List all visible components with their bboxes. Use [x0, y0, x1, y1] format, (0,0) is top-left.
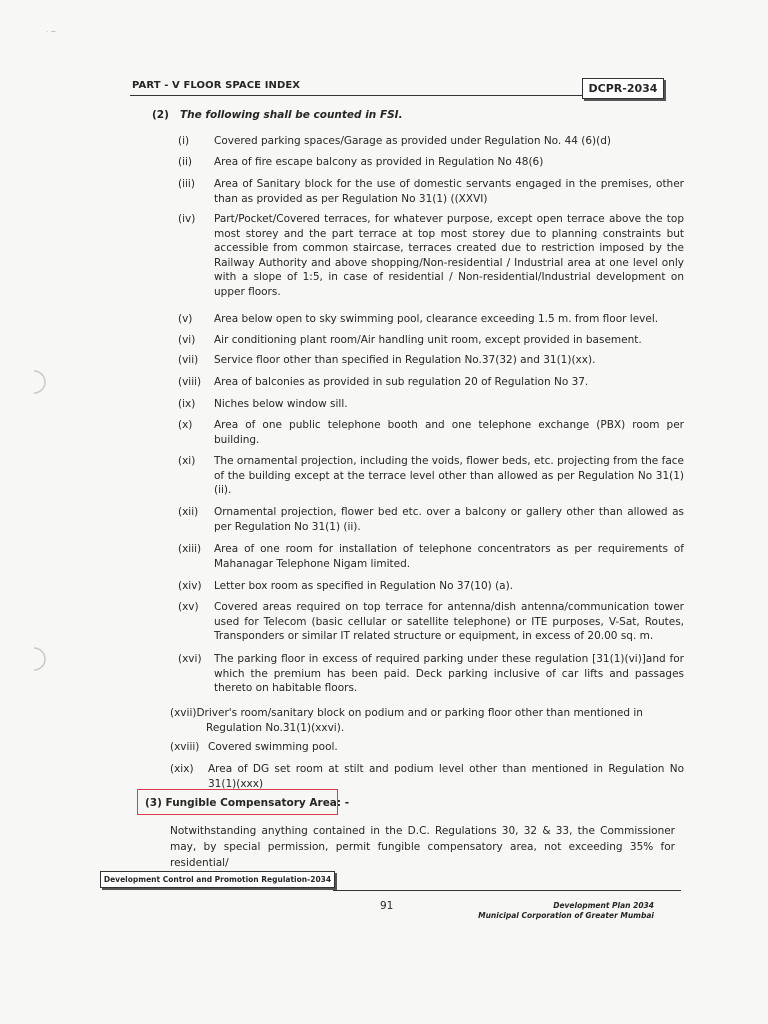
list-item — [178, 312, 684, 327]
section-heading: The following shall be counted in FSI. — [180, 109, 403, 121]
list-item — [178, 579, 684, 594]
item-text: Area of one room for installation of telephone concentrators as per requirements of Mahanagar Telephone Nigam limited. — [214, 543, 684, 570]
item-number: (xvii) — [170, 707, 197, 719]
item-text: The ornamental projection, including the voids, flower beds, etc. projecting from the face of the building except at the terrace level other than allowed as per Regulation No 31(1) (ii). — [214, 455, 684, 496]
item-number: (xii) — [178, 506, 199, 518]
part-title: PART - V FLOOR SPACE INDEX — [132, 80, 301, 91]
footer-rule — [333, 890, 681, 891]
item-number: (x) — [178, 419, 193, 431]
header-rule — [130, 95, 588, 96]
page-number: 91 — [380, 900, 394, 912]
item-text: Covered areas required on top terrace for antenna/dish antenna/communication tower used for Telecom (basic cellular or satellite telephone) or ITE purposes, V-Sat, Routes, Transponders or similar IT related structure or equipment, in excess of 20.00 sq. m. — [214, 601, 684, 642]
item-text: The parking floor in excess of required parking under these regulation [31(1)(vi)]and for which the premium has been paid. Deck parking inclusive of car lifts and passages thereto on habitable floors. — [214, 653, 684, 694]
item-number: (xix) — [170, 763, 194, 775]
item-number: (i) — [178, 135, 190, 147]
list-item — [178, 155, 684, 170]
section-3-text: Notwithstanding anything contained in the D.C. Regulations 30, 32 & 33, the Commissioner may, by special permission, permit fungible compensatory area, not exceeding 35% for residential/ — [170, 825, 675, 869]
footer-publisher — [470, 901, 654, 921]
item-text: Ornamental projection, flower bed etc. over a balcony or gallery other than allowed as per Regulation No 31(1) (ii). — [214, 506, 684, 533]
item-text: Letter box room as specified in Regulation No 37(10) (a). — [214, 580, 514, 592]
item-text: Driver's room/sanitary block on podium and or parking floor other than mentioned in — [196, 707, 643, 719]
item-text: Covered swimming pool. — [208, 741, 338, 753]
item-text: Area of fire escape balcony as provided in Regulation No 48(6) — [214, 156, 544, 168]
item-text: Area below open to sky swimming pool, clearance exceeding 1.5 m. from floor level. — [214, 313, 659, 325]
punch-hole-icon — [26, 646, 54, 672]
list-item — [178, 212, 684, 299]
item-number: (vii) — [178, 354, 199, 366]
item-text: Covered parking spaces/Garage as provided under Regulation No. 44 (6)(d) — [214, 135, 612, 147]
list-item — [178, 353, 684, 368]
item-text: Niches below window sill. — [214, 398, 348, 410]
list-item — [178, 652, 684, 696]
section-3-heading: (3) Fungible Compensatory Area: - — [145, 797, 350, 809]
item-number: (xiii) — [178, 543, 202, 555]
item-text: Part/Pocket/Covered terraces, for whatever purpose, except open terrace above the top most storey and the part terrace at top most storey due to planning constraints but accessible from common staircase, terraces created due to restriction imposed by the Railway Authority and above shopping/Non-residential / Industrial area at one level only with a slope of 1:5, in case of residential / Non-residential/Industrial development on upper floors. — [214, 213, 684, 298]
scan-mark: · ~ — [46, 28, 57, 36]
punch-hole-icon — [26, 369, 54, 395]
list-item — [178, 505, 684, 534]
item-number: (ix) — [178, 398, 196, 410]
list-item — [170, 762, 684, 791]
document-code-badge: DCPR-2034 — [582, 78, 664, 99]
item-text-continuation: Regulation No.31(1)(xxvi). — [206, 721, 345, 734]
item-number: (xvi) — [178, 653, 202, 665]
list-item — [178, 454, 684, 498]
list-item — [178, 375, 684, 390]
footer-regulation-label: Development Control and Promotion Regulation-2034 — [100, 871, 335, 888]
footer-plan: Development Plan 2034 — [553, 901, 654, 910]
list-item — [178, 333, 684, 348]
item-text-first-line — [170, 706, 684, 721]
item-number: (xv) — [178, 601, 199, 613]
list-item — [178, 134, 684, 149]
list-item — [178, 177, 684, 206]
item-text: Service floor other than specified in Regulation No.37(32) and 31(1)(xx). — [214, 354, 596, 366]
item-number: (ii) — [178, 156, 193, 168]
item-text: Area of Sanitary block for the use of domestic servants engaged in the premises, other than as provided as per Regulation No 31(1) ((XXVI) — [214, 178, 684, 205]
item-text: Area of one public telephone booth and one telephone exchange (PBX) room per building. — [214, 419, 684, 446]
item-number: (viii) — [178, 376, 202, 388]
item-text: Air conditioning plant room/Air handling unit room, except provided in basement. — [214, 334, 642, 346]
item-number: (iv) — [178, 213, 196, 225]
item-number: (vi) — [178, 334, 196, 346]
list-item — [178, 600, 684, 644]
item-number: (xi) — [178, 455, 196, 467]
list-item — [170, 706, 684, 735]
list-item — [170, 740, 684, 755]
item-number: (iii) — [178, 178, 195, 190]
section-number: (2) — [152, 109, 169, 121]
item-text: Area of DG set room at stilt and podium level other than mentioned in Regulation No 31(1)(xxx) — [208, 763, 684, 790]
footer-corporation: Municipal Corporation of Greater Mumbai — [478, 911, 654, 920]
list-item — [178, 542, 684, 571]
item-text: Area of balconies as provided in sub regulation 20 of Regulation No 37. — [214, 376, 589, 388]
item-number: (xviii) — [170, 741, 200, 753]
list-item — [178, 397, 684, 412]
item-number: (v) — [178, 313, 193, 325]
list-item — [178, 418, 684, 447]
item-number: (xiv) — [178, 580, 202, 592]
